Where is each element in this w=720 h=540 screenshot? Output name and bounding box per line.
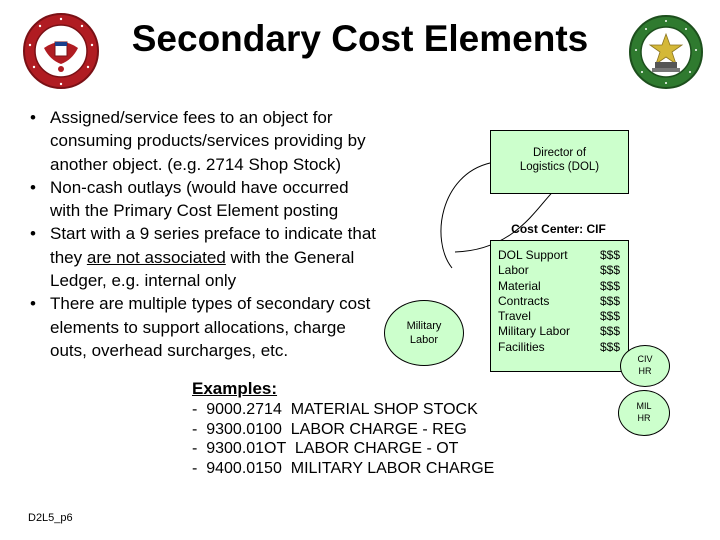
bullet-item: • There are multiple types of secondary cost elements to support allocations, charge outs, overhead surcharges, etc. — [30, 294, 371, 360]
cost-item: Facilities — [498, 339, 545, 354]
bullet-item: • Start with a 9 series preface to indicate that they are not associated with the General Ledger, e.g. internal only — [30, 224, 377, 291]
bullet-item: • Assigned/service fees to an object for consuming products/services providing by another object. (e.g. 2714 Shop Stock) — [30, 108, 366, 174]
underlined-phrase: are not associated — [86, 247, 226, 267]
mil-hr-oval: MIL HR — [618, 390, 670, 436]
bullet-item: • Non-cash outlays (would have occurred with the Primary Cost Element posting — [30, 177, 349, 221]
dol-box: Director of Logistics (DOL) — [490, 130, 629, 194]
military-labor-oval: Military Labor — [384, 300, 464, 366]
cost-item: Material — [498, 278, 541, 293]
examples-section — [192, 378, 494, 478]
example-row: - 9300.01OT LABOR CHARGE - OT — [192, 440, 459, 457]
cost-center-box — [490, 240, 629, 372]
cost-items-list — [498, 248, 570, 355]
cost-amount: $$$ — [600, 263, 621, 278]
cost-item: Travel — [498, 309, 531, 324]
cost-item: Military Labor — [498, 324, 571, 339]
example-row: - 9400.0150 MILITARY LABOR CHARGE — [192, 459, 495, 477]
slide-footer-code: D2L5_p6 — [28, 512, 73, 524]
cost-item: Labor — [498, 263, 529, 278]
cost-amount: $$$ — [600, 248, 621, 262]
cost-amount: $$$ — [600, 324, 621, 339]
examples-header: Examples: — [192, 379, 278, 398]
page-title: Secondary Cost Elements — [131, 18, 589, 59]
cost-amount: $$$ — [600, 293, 621, 308]
cost-amounts-list — [600, 248, 620, 355]
example-row: - 9000.2714 MATERIAL SHOP STOCK — [192, 401, 478, 418]
cost-item: Contracts — [498, 293, 550, 308]
example-row: - 9300.0100 LABOR CHARGE - REG — [192, 420, 467, 438]
cost-center-title: Cost Center: CIF — [511, 222, 606, 236]
cost-amount: $$$ — [600, 339, 621, 354]
cost-amount: $$$ — [600, 278, 621, 293]
cost-item: DOL Support — [498, 248, 568, 262]
cost-amount: $$$ — [600, 309, 621, 324]
civ-hr-oval: CIV HR — [620, 345, 670, 387]
